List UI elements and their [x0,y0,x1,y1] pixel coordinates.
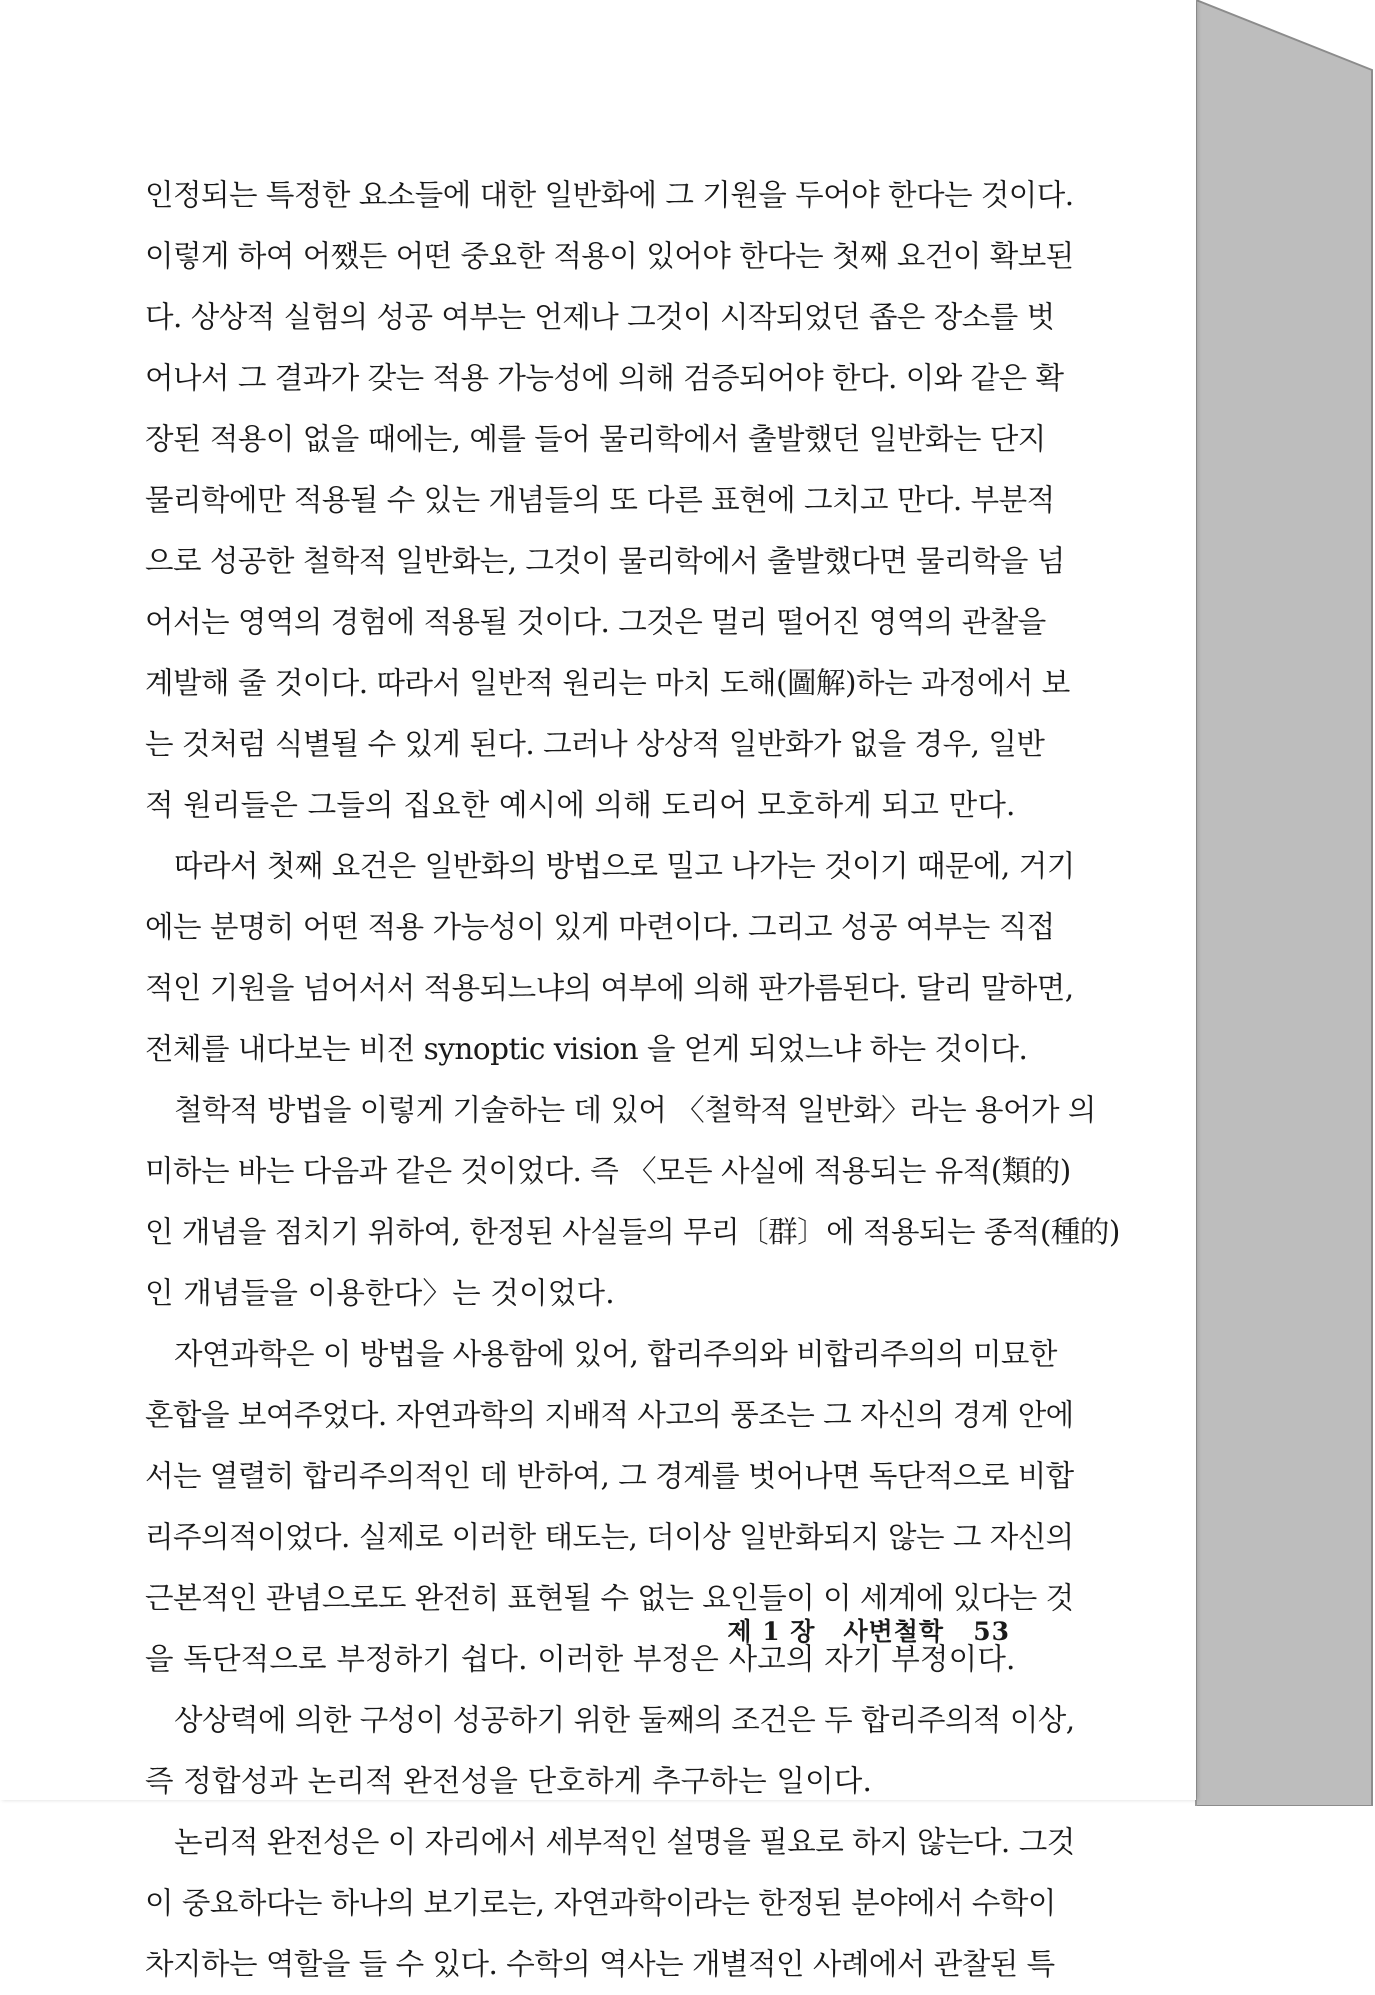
text-line: 미하는 바는 다음과 같은 것이었다. 즉 〈모든 사실에 적용되는 유적(類的) [145,1154,1071,1188]
text-line: 어나서 그 결과가 갖는 적용 가능성에 의해 검증되어야 한다. 이와 같은 확 [145,361,1064,395]
text-line: 에는 분명히 어떤 적용 가능성이 있게 마련이다. 그리고 성공 여부는 직접 [145,910,1055,944]
text-line: 인 개념들을 이용한다〉는 것이었다. [145,1276,615,1310]
text-line: 상상력에 의한 구성이 성공하기 위한 둘째의 조건은 두 합리주의적 이상, [174,1703,1075,1737]
text-line: 서는 열렬히 합리주의적인 데 반하여, 그 경계를 벗어나면 독단적으로 비합 [145,1459,1074,1493]
text-line: 계발해 줄 것이다. 따라서 일반적 원리는 마치 도해(圖解)하는 과정에서 보 [145,666,1070,700]
text-line: 적인 기원을 넘어서서 적용되느냐의 여부에 의해 판가름된다. 달리 말하면, [145,971,1074,1005]
text-line: 어서는 영역의 경험에 적용될 것이다. 그것은 멀리 떨어진 영역의 관찰을 [145,605,1046,639]
paragraph-1 [145,165,1074,836]
text-line: 전체를 내다보는 비전 synoptic vision 을 얻게 되었느냐 하는 것이다. [145,1032,1028,1066]
text-line: 는 것처럼 식별될 수 있게 된다. 그러나 상상적 일반화가 없을 경우, 일반 [145,727,1045,761]
text-line: 적 원리들은 그들의 집요한 예시에 의해 도리어 모호하게 되고 만다. [145,788,1016,822]
text-line: 을 독단적으로 부정하기 쉽다. 이러한 부정은 사고의 자기 부정이다. [145,1642,1016,1676]
text-line: 리주의적이었다. 실제로 이러한 태도는, 더이상 일반화되지 않는 그 자신의 [145,1520,1074,1554]
chapter-title: 사변철학 [843,1617,945,1646]
paragraph-6 [145,1812,1075,1995]
text-line: 논리적 완전성은 이 자리에서 세부적인 설명을 필요로 하지 않는다. 그것 [174,1825,1075,1859]
text-line: 자연과학은 이 방법을 사용함에 있어, 합리주의와 비합리주의의 미묘한 [174,1337,1057,1371]
text-line: 장된 적용이 없을 때에는, 예를 들어 물리학에서 출발했던 일반화는 단지 [145,422,1046,456]
text-line: 차지하는 역할을 들 수 있다. 수학의 역사는 개별적인 사례에서 관찰된 특 [145,1947,1055,1981]
paragraph-2 [145,836,1075,1080]
paragraph-3 [145,1080,1120,1324]
text-line: 근본적인 관념으로도 완전히 표현될 수 없는 요인들이 이 세계에 있다는 것 [145,1581,1074,1615]
body-text [145,165,1120,1995]
text-line: 인정되는 특정한 요소들에 대한 일반화에 그 기원을 두어야 한다는 것이다. [145,178,1074,212]
text-line: 따라서 첫째 요건은 일반화의 방법으로 밀고 나가는 것이기 때문에, 거기 [174,849,1075,883]
text-line: 이 중요하다는 하나의 보기로는, 자연과학이라는 한정된 분야에서 수학이 [145,1886,1056,1920]
text-line: 이렇게 하여 어쨌든 어떤 중요한 적용이 있어야 한다는 첫째 요건이 확보된 [145,239,1074,273]
page-footer [0,1612,1010,1648]
text-line: 즉 정합성과 논리적 완전성을 단호하게 추구하는 일이다. [145,1764,873,1798]
text-line: 으로 성공한 철학적 일반화는, 그것이 물리학에서 출발했다면 물리학을 넘 [145,544,1065,578]
chapter-label: 제 1 장 [727,1617,816,1646]
text-line: 다. 상상적 실험의 성공 여부는 언제나 그것이 시작되었던 좁은 장소를 벗 [145,300,1055,334]
text-line: 물리학에만 적용될 수 있는 개념들의 또 다른 표현에 그치고 만다. 부분적 [145,483,1055,517]
text-line: 혼합을 보여주었다. 자연과학의 지배적 사고의 풍조는 그 자신의 경계 안에 [145,1398,1074,1432]
text-line: 인 개념을 점치기 위하여, 한정된 사실들의 무리〔群〕에 적용되는 종적(種的) [145,1215,1120,1249]
text-line: 철학적 방법을 이렇게 기술하는 데 있어 〈철학적 일반화〉라는 용어가 의 [174,1093,1096,1127]
page-number: 53 [973,1617,1010,1646]
paragraph-5 [145,1690,1075,1812]
